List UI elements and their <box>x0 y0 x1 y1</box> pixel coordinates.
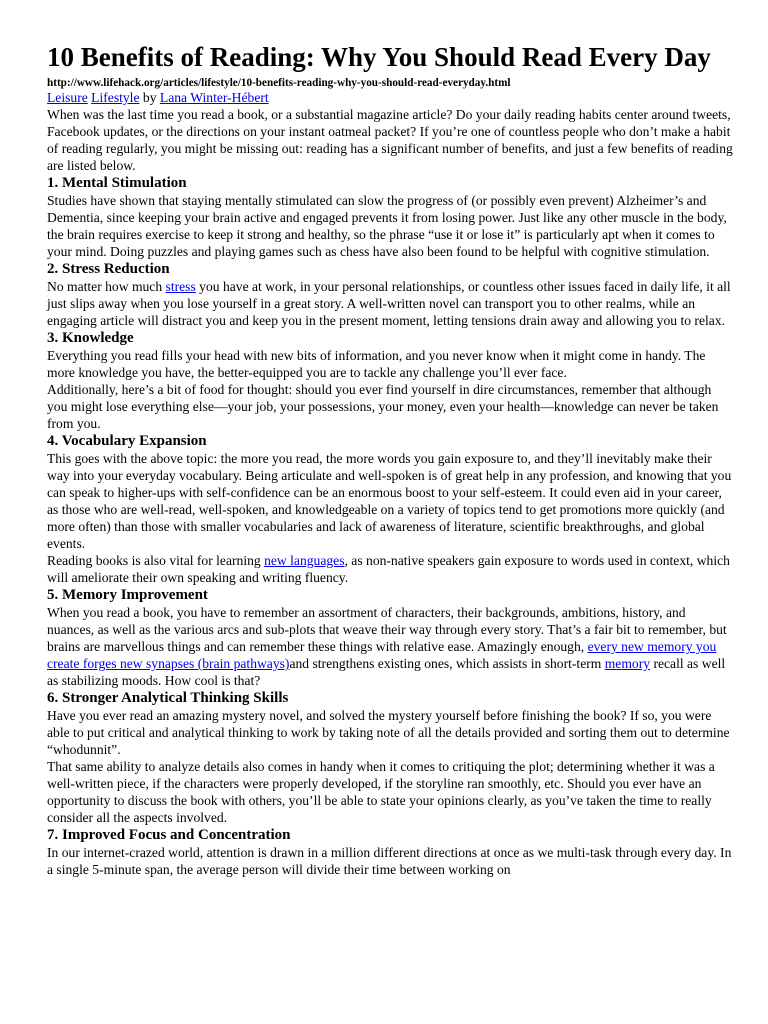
stress-link[interactable]: stress <box>165 279 196 294</box>
article-url: http://www.lifehack.org/articles/lifestyle/10-benefits-reading-why-you-should-read-everyday.html <box>47 77 511 89</box>
paragraph-knowledge-2: Additionally, here’s a bit of food for thought: should you ever find yourself in dire circumstances, remember that although you might lose everything else—your job, your possessions, your money, even your health—knowledge can never be taken from you. <box>47 382 719 431</box>
paragraph-stress-reduction <box>47 278 734 329</box>
text-segment: and strengthens existing ones, which assists in short-term <box>289 656 605 671</box>
paragraph-memory <box>47 604 734 689</box>
text-segment: Reading books is also vital for learning <box>47 553 265 568</box>
paragraph-focus: In our internet-crazed world, attention is drawn in a million different directions at once as we multi-task through every day. In a single 5-minute span, the average person will divide their time between working on <box>47 845 732 877</box>
paragraph-vocabulary-2 <box>47 552 734 586</box>
text-segment: When you read a book, you have to remember an assortment of characters, their backgrounds, ambitions, history, and nuances, as well as the various arcs and sub-plots that weave their way through every story. That’s a fair bit to remember, but brains are marvellous things and can remember these things with relative ease. Amazingly enough, <box>47 605 727 654</box>
paragraph-vocabulary-1: This goes with the above topic: the more you read, the more words you gain exposure to, and they’ll inevitably make their way into your everyday vocabulary. Being articulate and well-spoken is of great help in any profession, and knowing that you can speak to higher-ups with self-confidence can be an enormous boost to your self-esteem. It could even aid in your career, as those who are well-read, well-spoken, and knowledgeable on a variety of topics tend to get promotions more quickly (and more often) than those with smaller vocabularies and lack of awareness of literature, scientific breakthroughs, and global events. <box>47 451 732 551</box>
text-segment: recall as well as stabilizing moods. How cool is that? <box>47 656 726 688</box>
text-segment: , as non-native speakers gain exposure to words used in context, which will ameliorate their own speaking and writing fluency. <box>47 553 730 585</box>
paragraph-analytical-2: That same ability to analyze details also comes in handy when it comes to critiquing the plot; determining whether it was a well-written piece, if the characters were properly developed, if the storyline ran smoothly, etc. Should you ever have an opportunity to discuss the book with others, you’ll be able to state your opinions clearly, as you’ve taken the time to really consider all the aspects involved. <box>47 759 715 825</box>
paragraph-mental-stimulation: Studies have shown that staying mentally stimulated can slow the progress of (or possibly even prevent) Alzheimer’s and Dementia, since keeping your brain active and engaged prevents it from losing power. Just like any other muscle in the body, the brain requires exercise to keep it strong and healthy, so the phrase “use it or lose it” is particularly apt when it comes to your mind. Doing puzzles and playing games such as chess have also been found to be helpful with cognitive stimulation. <box>47 193 727 259</box>
text-segment: No matter how much <box>47 279 166 294</box>
intro-paragraph: When was the last time you read a book, or a substantial magazine article? Do your daily reading habits center around tweets, Facebook updates, or the directions on your instant oatmeal packet? If you’re one of countless people who don’t make a habit of reading regularly, you might be missing out: reading has a significant number of benefits, and just a few benefits of reading are listed below. <box>47 107 733 173</box>
article-meta <box>47 90 734 106</box>
section-heading-vocabulary-expansion: 4. Vocabulary Expansion <box>47 433 207 449</box>
paragraph-knowledge-1: Everything you read fills your head with new bits of information, and you never know when it might come in handy. The more knowledge you have, the better-equipped you are to tackle any challenge you’ll ever face. <box>47 348 706 380</box>
section-heading-stress-reduction: 2. Stress Reduction <box>47 261 170 277</box>
new-languages-link[interactable]: new languages <box>264 553 345 568</box>
section-heading-memory-improvement: 5. Memory Improvement <box>47 587 208 603</box>
section-heading-mental-stimulation: 1. Mental Stimulation <box>47 175 187 191</box>
memory-link[interactable]: memory <box>604 656 651 671</box>
section-heading-knowledge: 3. Knowledge <box>47 330 134 346</box>
paragraph-analytical-1: Have you ever read an amazing mystery novel, and solved the mystery yourself before finishing the book? If so, you were able to put critical and analytical thinking to work by taking note of all the details provided and sorting them out to determine “whodunnit”. <box>47 708 730 757</box>
article-title: 10 Benefits of Reading: Why You Should Read Every Day <box>47 42 711 72</box>
author-link[interactable]: Lana Winter-Hébert <box>159 90 269 105</box>
by-label: by <box>142 90 157 105</box>
text-segment: you have at work, in your personal relationships, or countless other issues faced in daily life, it all just slips away when you lose yourself in a great story. A well-written novel can transport you to other realms, while an engaging article will distract you and keep you in the present moment, letting tensions drain away and allowing you to relax. <box>47 279 731 328</box>
section-heading-analytical-thinking: 6. Stronger Analytical Thinking Skills <box>47 690 289 706</box>
synapses-link[interactable]: every new memory you create forges new synapses (brain pathways) <box>47 639 717 671</box>
category-link-lifestyle[interactable]: Lifestyle <box>91 90 140 105</box>
section-heading-focus-concentration: 7. Improved Focus and Concentration <box>47 827 291 843</box>
category-link-leisure[interactable]: Leisure <box>47 90 88 105</box>
